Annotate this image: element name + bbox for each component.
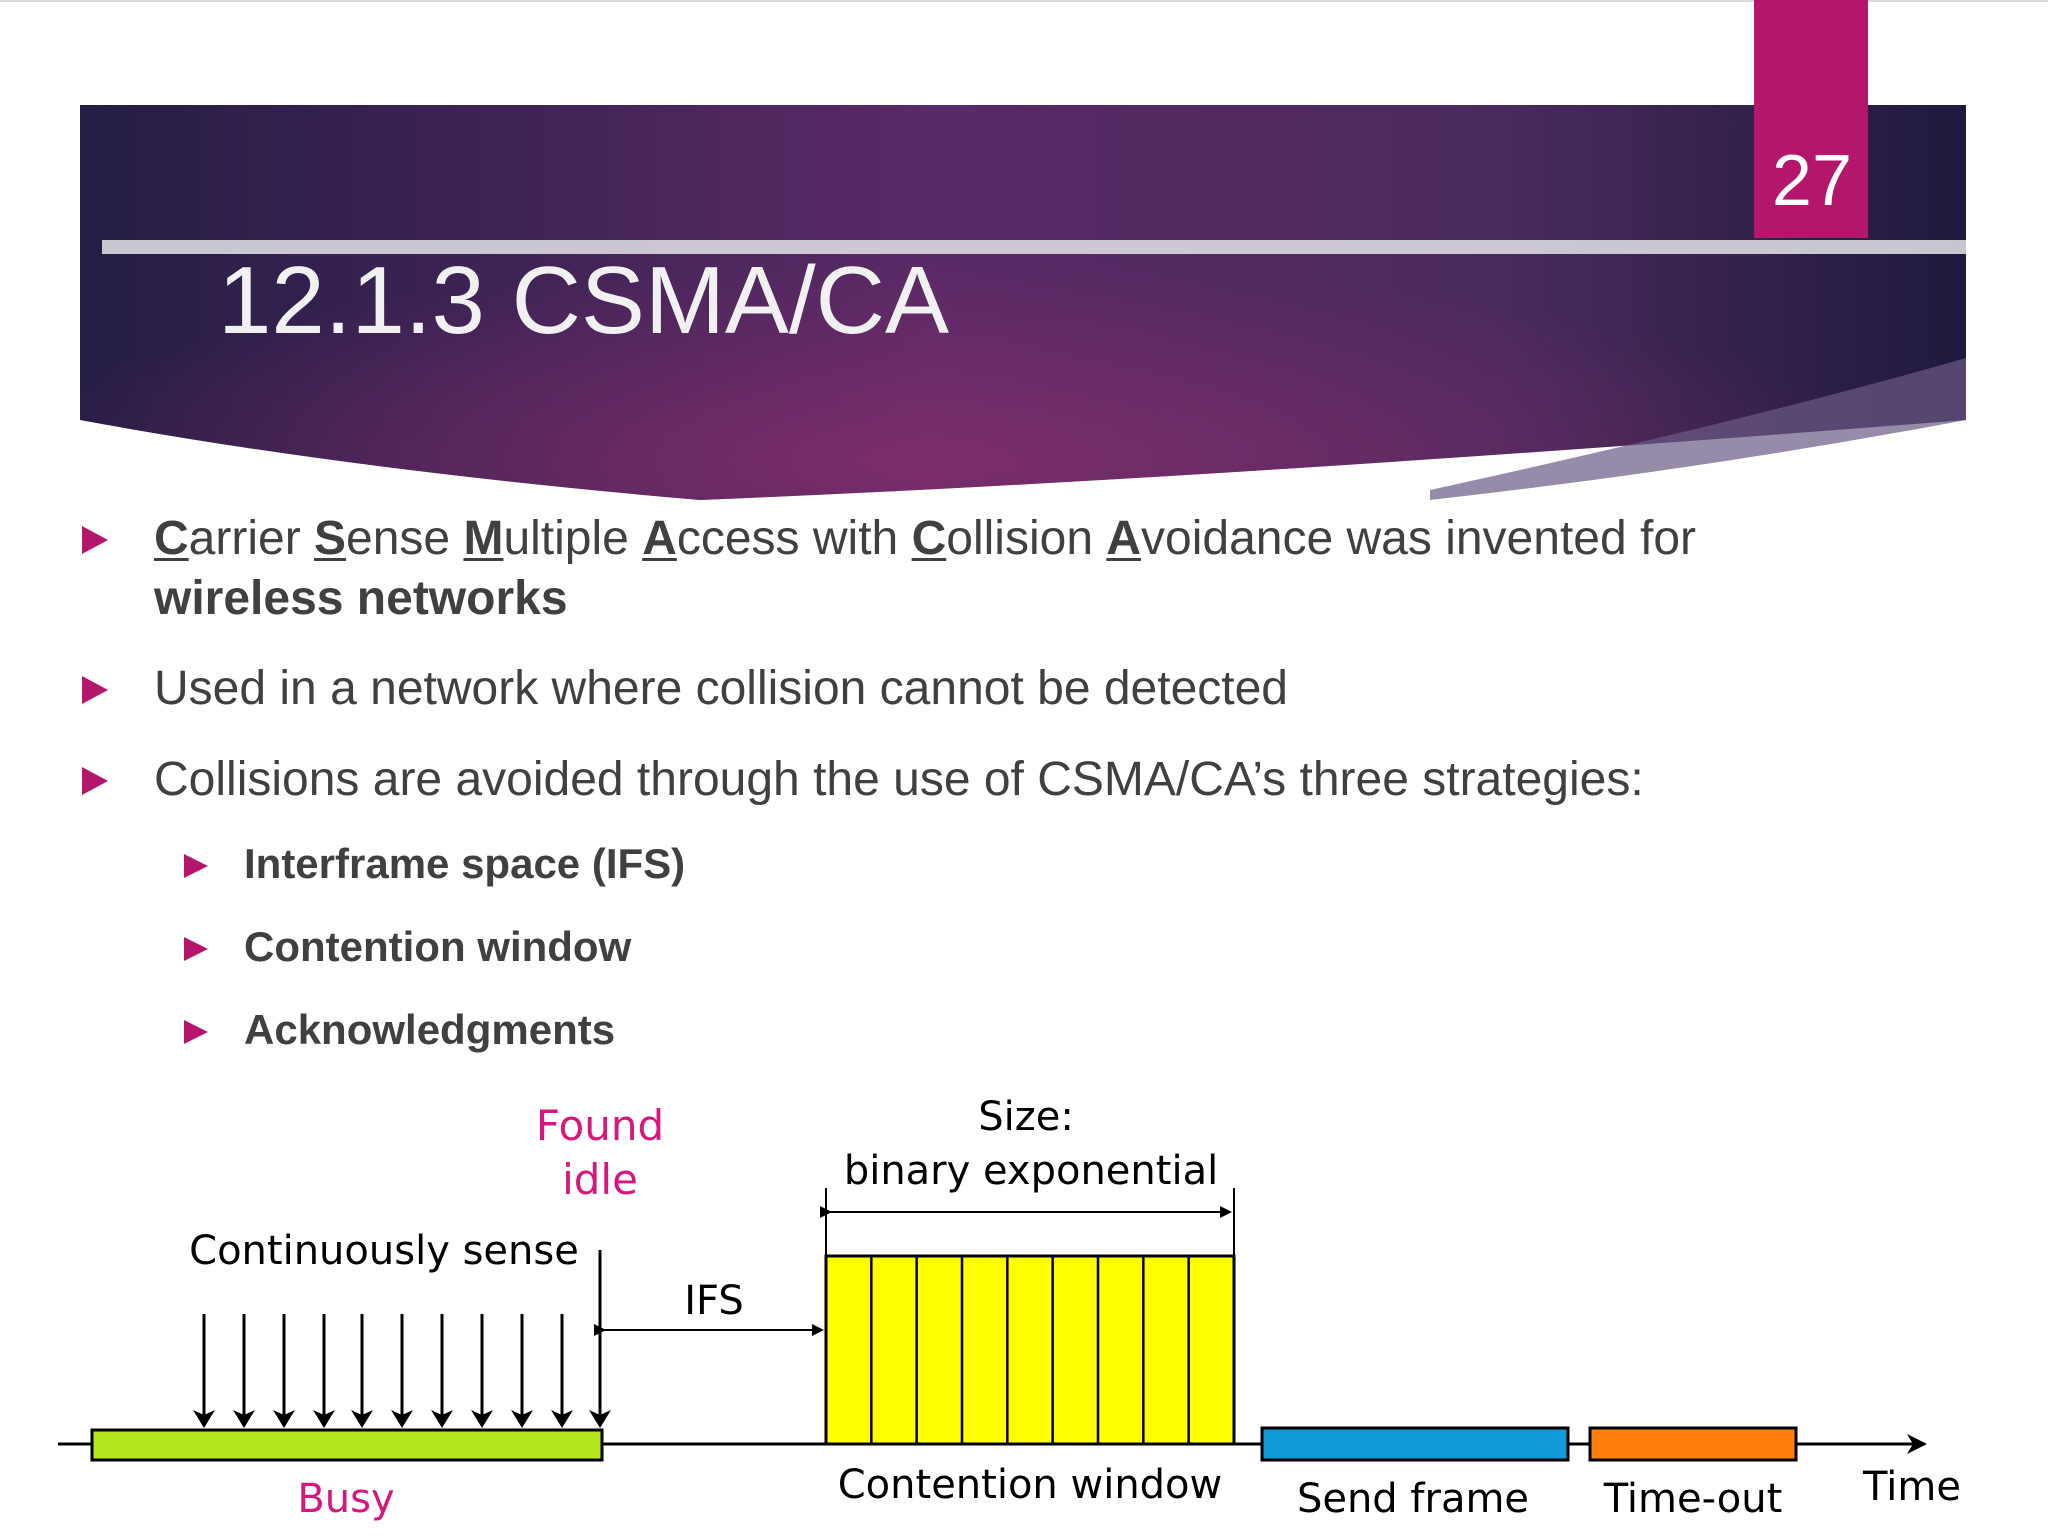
bullet-1-fragment: ultiple	[503, 512, 643, 565]
sub-bullet-arrow-icon	[184, 1020, 208, 1044]
continuously-sense-label: Continuously sense	[189, 1228, 579, 1274]
bullet-1-fragment: ccess with	[676, 512, 912, 565]
bullet-1-bold: wireless networks	[154, 572, 568, 625]
sub-bullet-3-text: Acknowledgments	[244, 1006, 616, 1053]
send-frame-label: Send frame	[1296, 1476, 1530, 1522]
acronym-letter: C	[911, 512, 947, 565]
bullet-1-fragment: arrier	[188, 512, 315, 565]
slide-number-badge	[1754, 0, 1868, 238]
acronym-letter: A	[642, 512, 677, 565]
ifs-label: IFS	[684, 1278, 744, 1324]
sense-arrows	[204, 1314, 562, 1426]
send-frame-bar	[1262, 1428, 1568, 1460]
size-label-2: binary exponential	[843, 1148, 1219, 1194]
bullet-3-text: Collisions are avoided through the use of CSMA/CA’s three strategies:	[154, 753, 1644, 806]
bullet-1-fragment: voidance was invented for	[1141, 512, 1697, 565]
acronym-letter: M	[463, 512, 504, 565]
time-out-label: Time-out	[1603, 1476, 1783, 1522]
bullet-arrow-icon	[82, 676, 108, 704]
busy-label: Busy	[297, 1476, 395, 1522]
bullet-2-text: Used in a network where collision cannot be detected	[154, 662, 1288, 715]
time-out-bar	[1590, 1428, 1796, 1460]
contention-window-block	[826, 1256, 1234, 1444]
slide-number: 27	[1771, 141, 1852, 221]
contention-window-label: Contention window	[837, 1462, 1223, 1508]
acronym-letter: S	[314, 512, 347, 565]
sub-bullet-2-text: Contention window	[244, 923, 632, 970]
acronym-letter: A	[1106, 512, 1142, 565]
bullet-1-text	[154, 508, 1696, 570]
found-idle-label-1: Found	[535, 1101, 665, 1150]
bullet-1-fragment: ense	[346, 512, 464, 565]
time-label: Time	[1863, 1464, 1961, 1510]
bullet-1-fragment: ollision	[946, 512, 1107, 565]
bullet-arrow-icon	[82, 767, 108, 795]
bullet-arrow-icon	[82, 526, 108, 554]
sub-bullet-arrow-icon	[184, 854, 208, 878]
busy-bar	[92, 1430, 602, 1460]
sub-bullet-arrow-icon	[184, 937, 208, 961]
slide-title: 12.1.3 CSMA/CA	[218, 247, 949, 354]
found-idle-label-2: idle	[562, 1155, 638, 1204]
acronym-letter: C	[154, 512, 189, 565]
csma-ca-diagram	[0, 1080, 2048, 1536]
size-label-1: Size:	[978, 1094, 1074, 1140]
sub-bullet-1-text: Interframe space (IFS)	[244, 840, 686, 887]
